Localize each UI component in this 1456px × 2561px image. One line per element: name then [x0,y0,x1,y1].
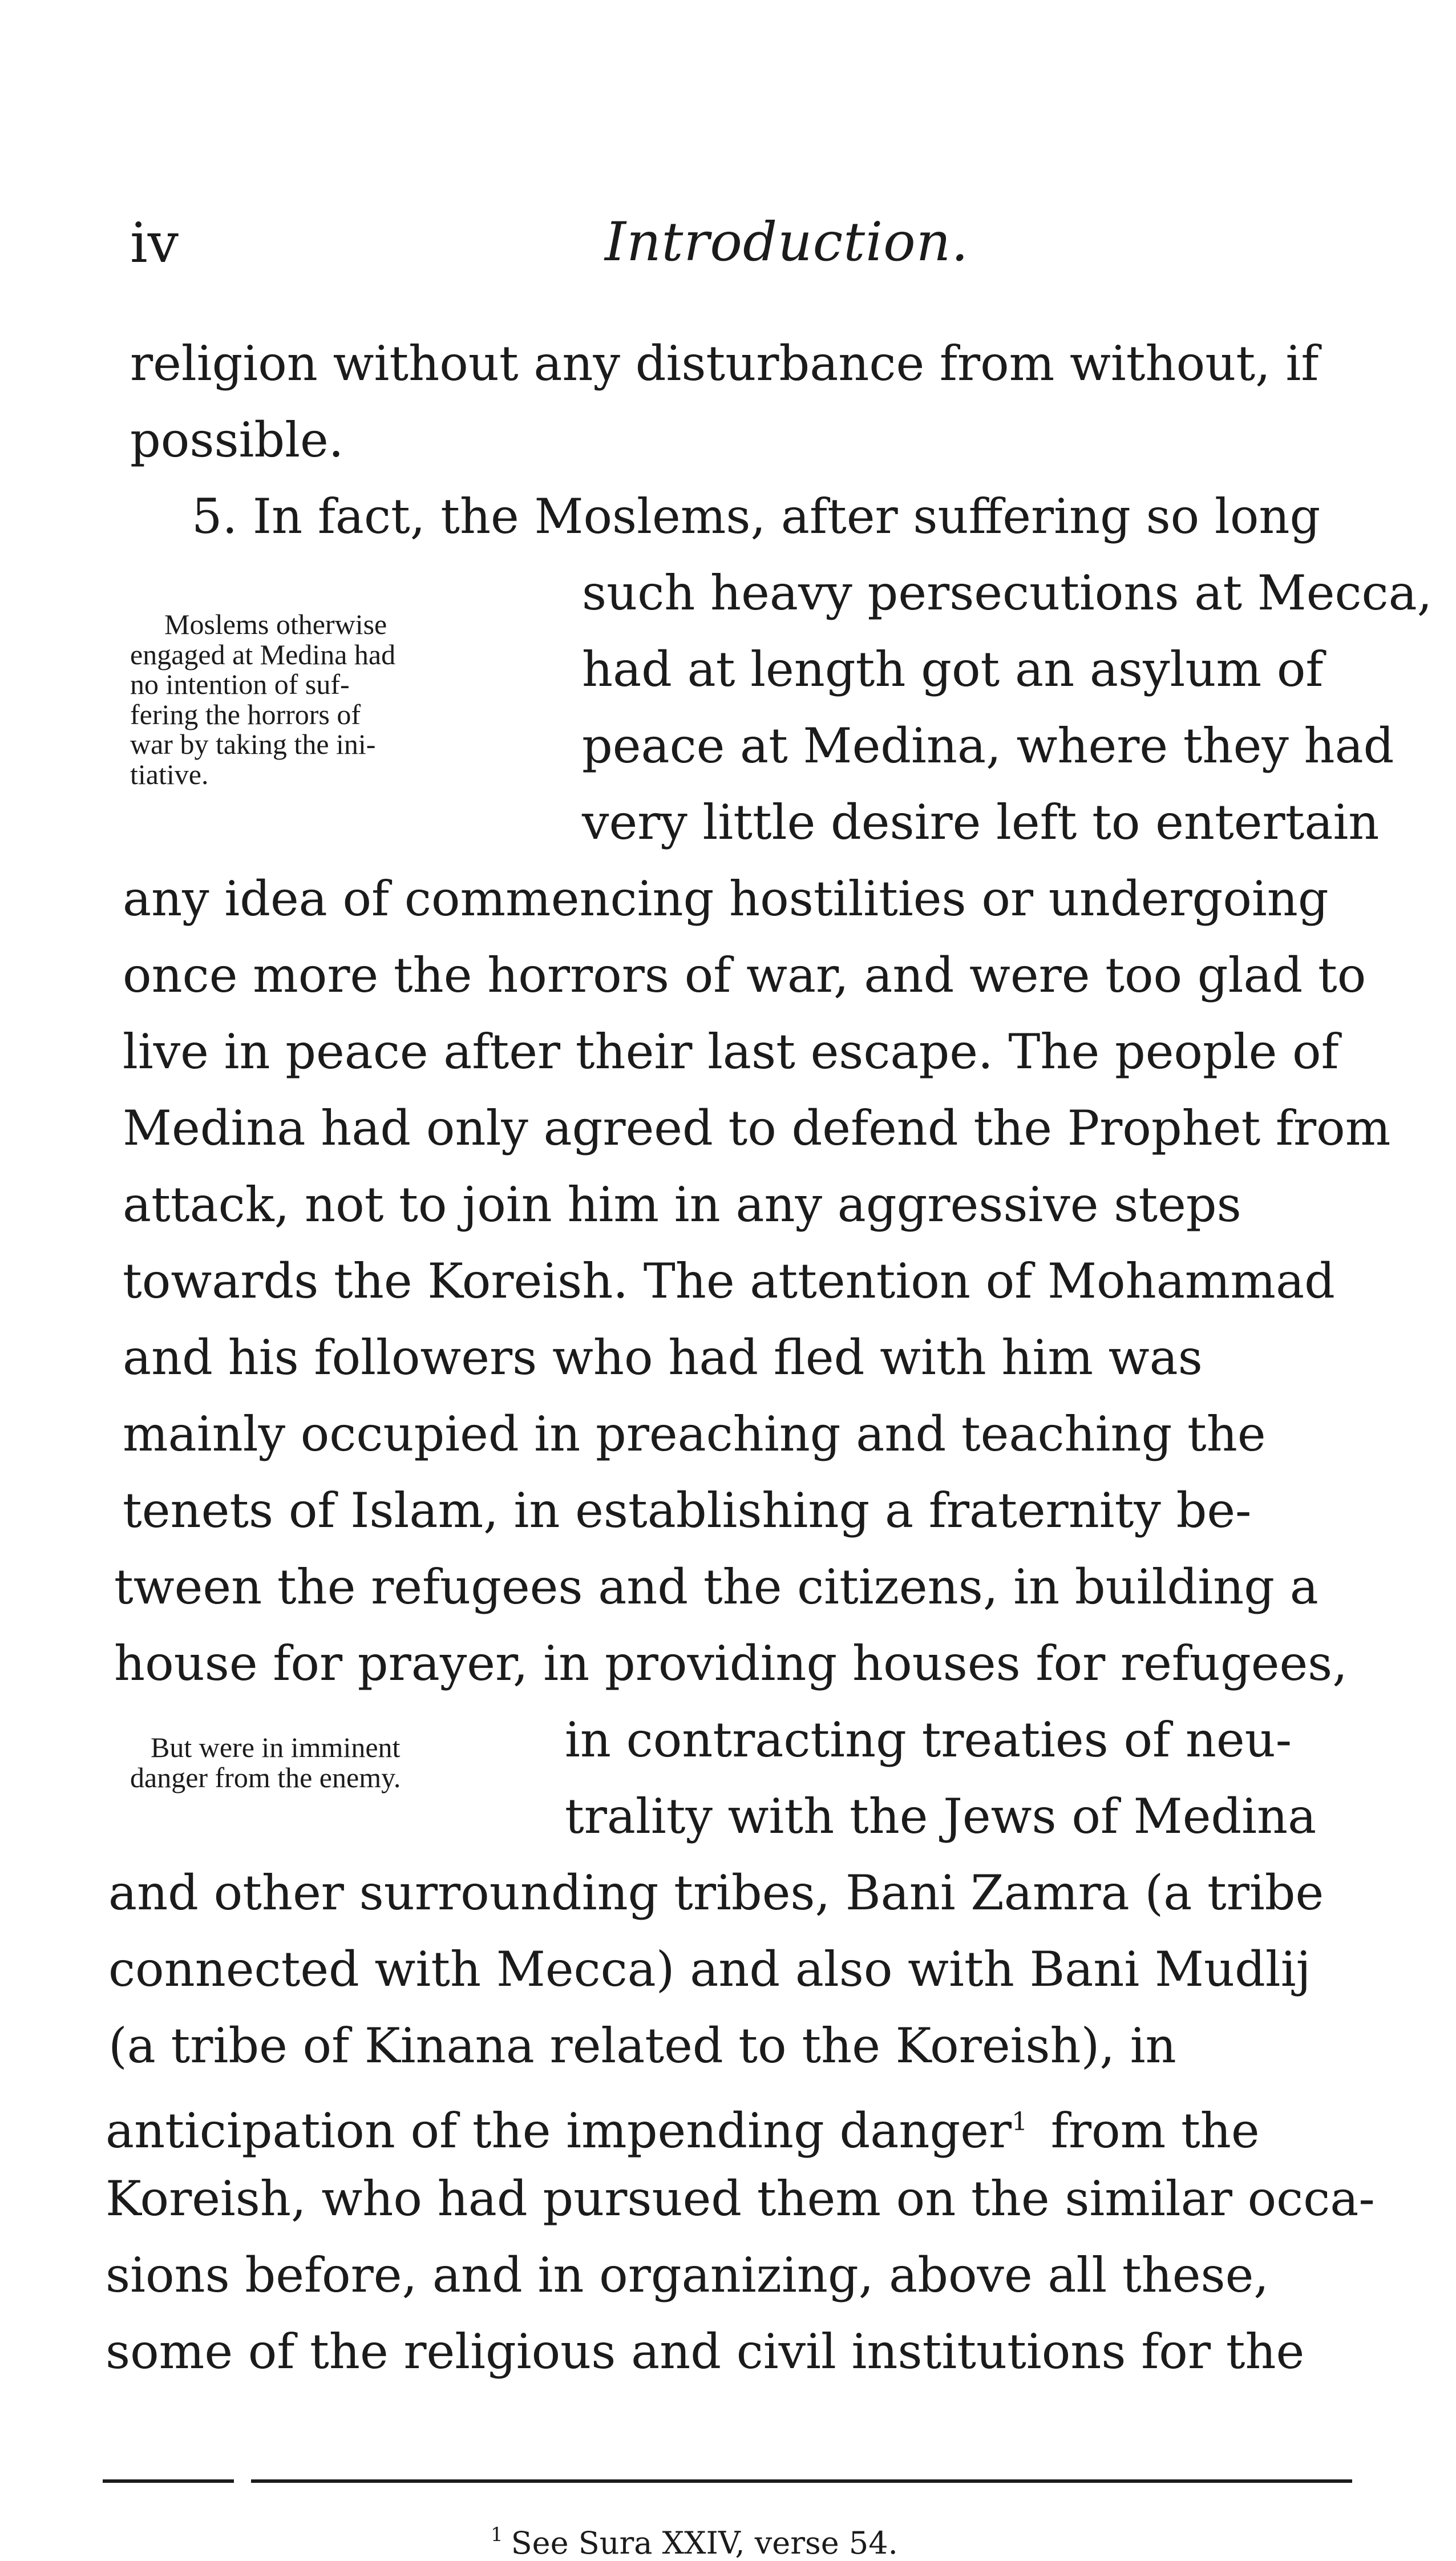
margin-note-line: fering the horrors of [130,698,361,730]
line-text: had at length got an asylum of [582,641,1324,697]
page-number: iv [130,211,179,275]
footnote [491,2525,898,2559]
line-text: very little desire left to entertain [582,794,1380,850]
line-text: in contracting treaties of neu- [565,1712,1292,1768]
line-text-part: from the [1050,2103,1260,2159]
text-line [0,1243,1456,1319]
line-text: trality with the Jews of Medina [565,1788,1317,1844]
text-line [0,1625,1456,1702]
line-text: Medina had only agreed to defend the Prophet from [123,1100,1391,1156]
line-text: sions before, and in organizing, above all these, [106,2247,1269,2303]
text-line [0,2084,1456,2160]
footnote-text: See Sura XXIV, verse 54. [511,2525,898,2561]
text-line [0,478,1456,555]
line-text: house for prayer, in providing houses for refugees, [114,1635,1348,1691]
text-line [0,555,1456,631]
line-text: once more the horrors of war, and were too glad to [123,947,1366,1003]
text-line [0,1855,1456,1931]
margin-note-line: engaged at Medina had [130,638,396,670]
line-text: possible. [130,412,344,468]
text-line [0,325,1456,402]
text-line [0,1931,1456,2007]
margin-note-line: Moslems otherwise [164,608,387,640]
text-line [0,402,1456,478]
line-text [106,2084,1260,2169]
running-head: Introduction. [605,211,969,273]
text-line [0,937,1456,1013]
line-text: mainly occupied in preaching and teaching the [123,1406,1266,1462]
line-text: live in peace after their last escape. The people of [123,1024,1339,1080]
text-line [0,631,1456,708]
margin-note-line: no intention of suf- [130,668,350,700]
text-line [0,1013,1456,1090]
line-text: religion without any disturbance from without, if [130,336,1319,391]
text-line [0,1778,1456,1855]
text-line [0,2313,1456,2390]
footnote-marker: 1 [491,2523,503,2546]
text-line [0,2007,1456,2084]
line-text: attack, not to join him in any aggressive steps [123,1177,1241,1233]
line-text: any idea of commencing hostilities or undergoing [123,871,1329,927]
text-line [0,2237,1456,2313]
text-line [0,2160,1456,2237]
text-line [0,1396,1456,1472]
line-text: and his followers who had fled with him was [123,1330,1203,1385]
text-line [0,1090,1456,1166]
line-text: and other surrounding tribes, Bani Zamra (a tribe [108,1865,1324,1921]
text-line [0,1549,1456,1625]
text-line [0,708,1456,784]
text-line [0,784,1456,861]
line-text: tenets of Islam, in establishing a fraternity be- [123,1483,1252,1538]
line-text: some of the religious and civil institutions for the [106,2324,1305,2380]
line-text: towards the Koreish. The attention of Mohammad [123,1253,1335,1309]
line-text: connected with Mecca) and also with Bani Mudlij [108,1941,1311,1997]
line-text: such heavy persecutions at Mecca, [582,565,1433,621]
footnote-reference: 1 [1012,2107,1028,2136]
text-line [0,1472,1456,1549]
line-text: Koreish, who had pursued them on the similar occa- [106,2171,1375,2227]
text-line [0,861,1456,937]
line-text-part: anticipation of the impending danger [106,2103,1012,2159]
text-line [0,1319,1456,1396]
margin-note-line: war by taking the ini- [130,728,376,760]
text-line [0,1702,1456,1778]
margin-note-line: tiative. [130,758,209,790]
line-text: 5. In fact, the Moslems, after suffering so long [192,488,1321,544]
line-text: tween the refugees and the citizens, in building a [114,1559,1319,1615]
line-text: (a tribe of Kinana related to the Koreish), in [108,2018,1176,2074]
line-text: peace at Medina, where they had [582,718,1394,774]
text-line [0,1166,1456,1243]
footnote-rule-long [251,2479,1352,2483]
margin-note-line: But were in imminent [151,1731,401,1763]
margin-note-line: danger from the enemy. [130,1761,401,1793]
footnote-rule-short [103,2479,234,2483]
